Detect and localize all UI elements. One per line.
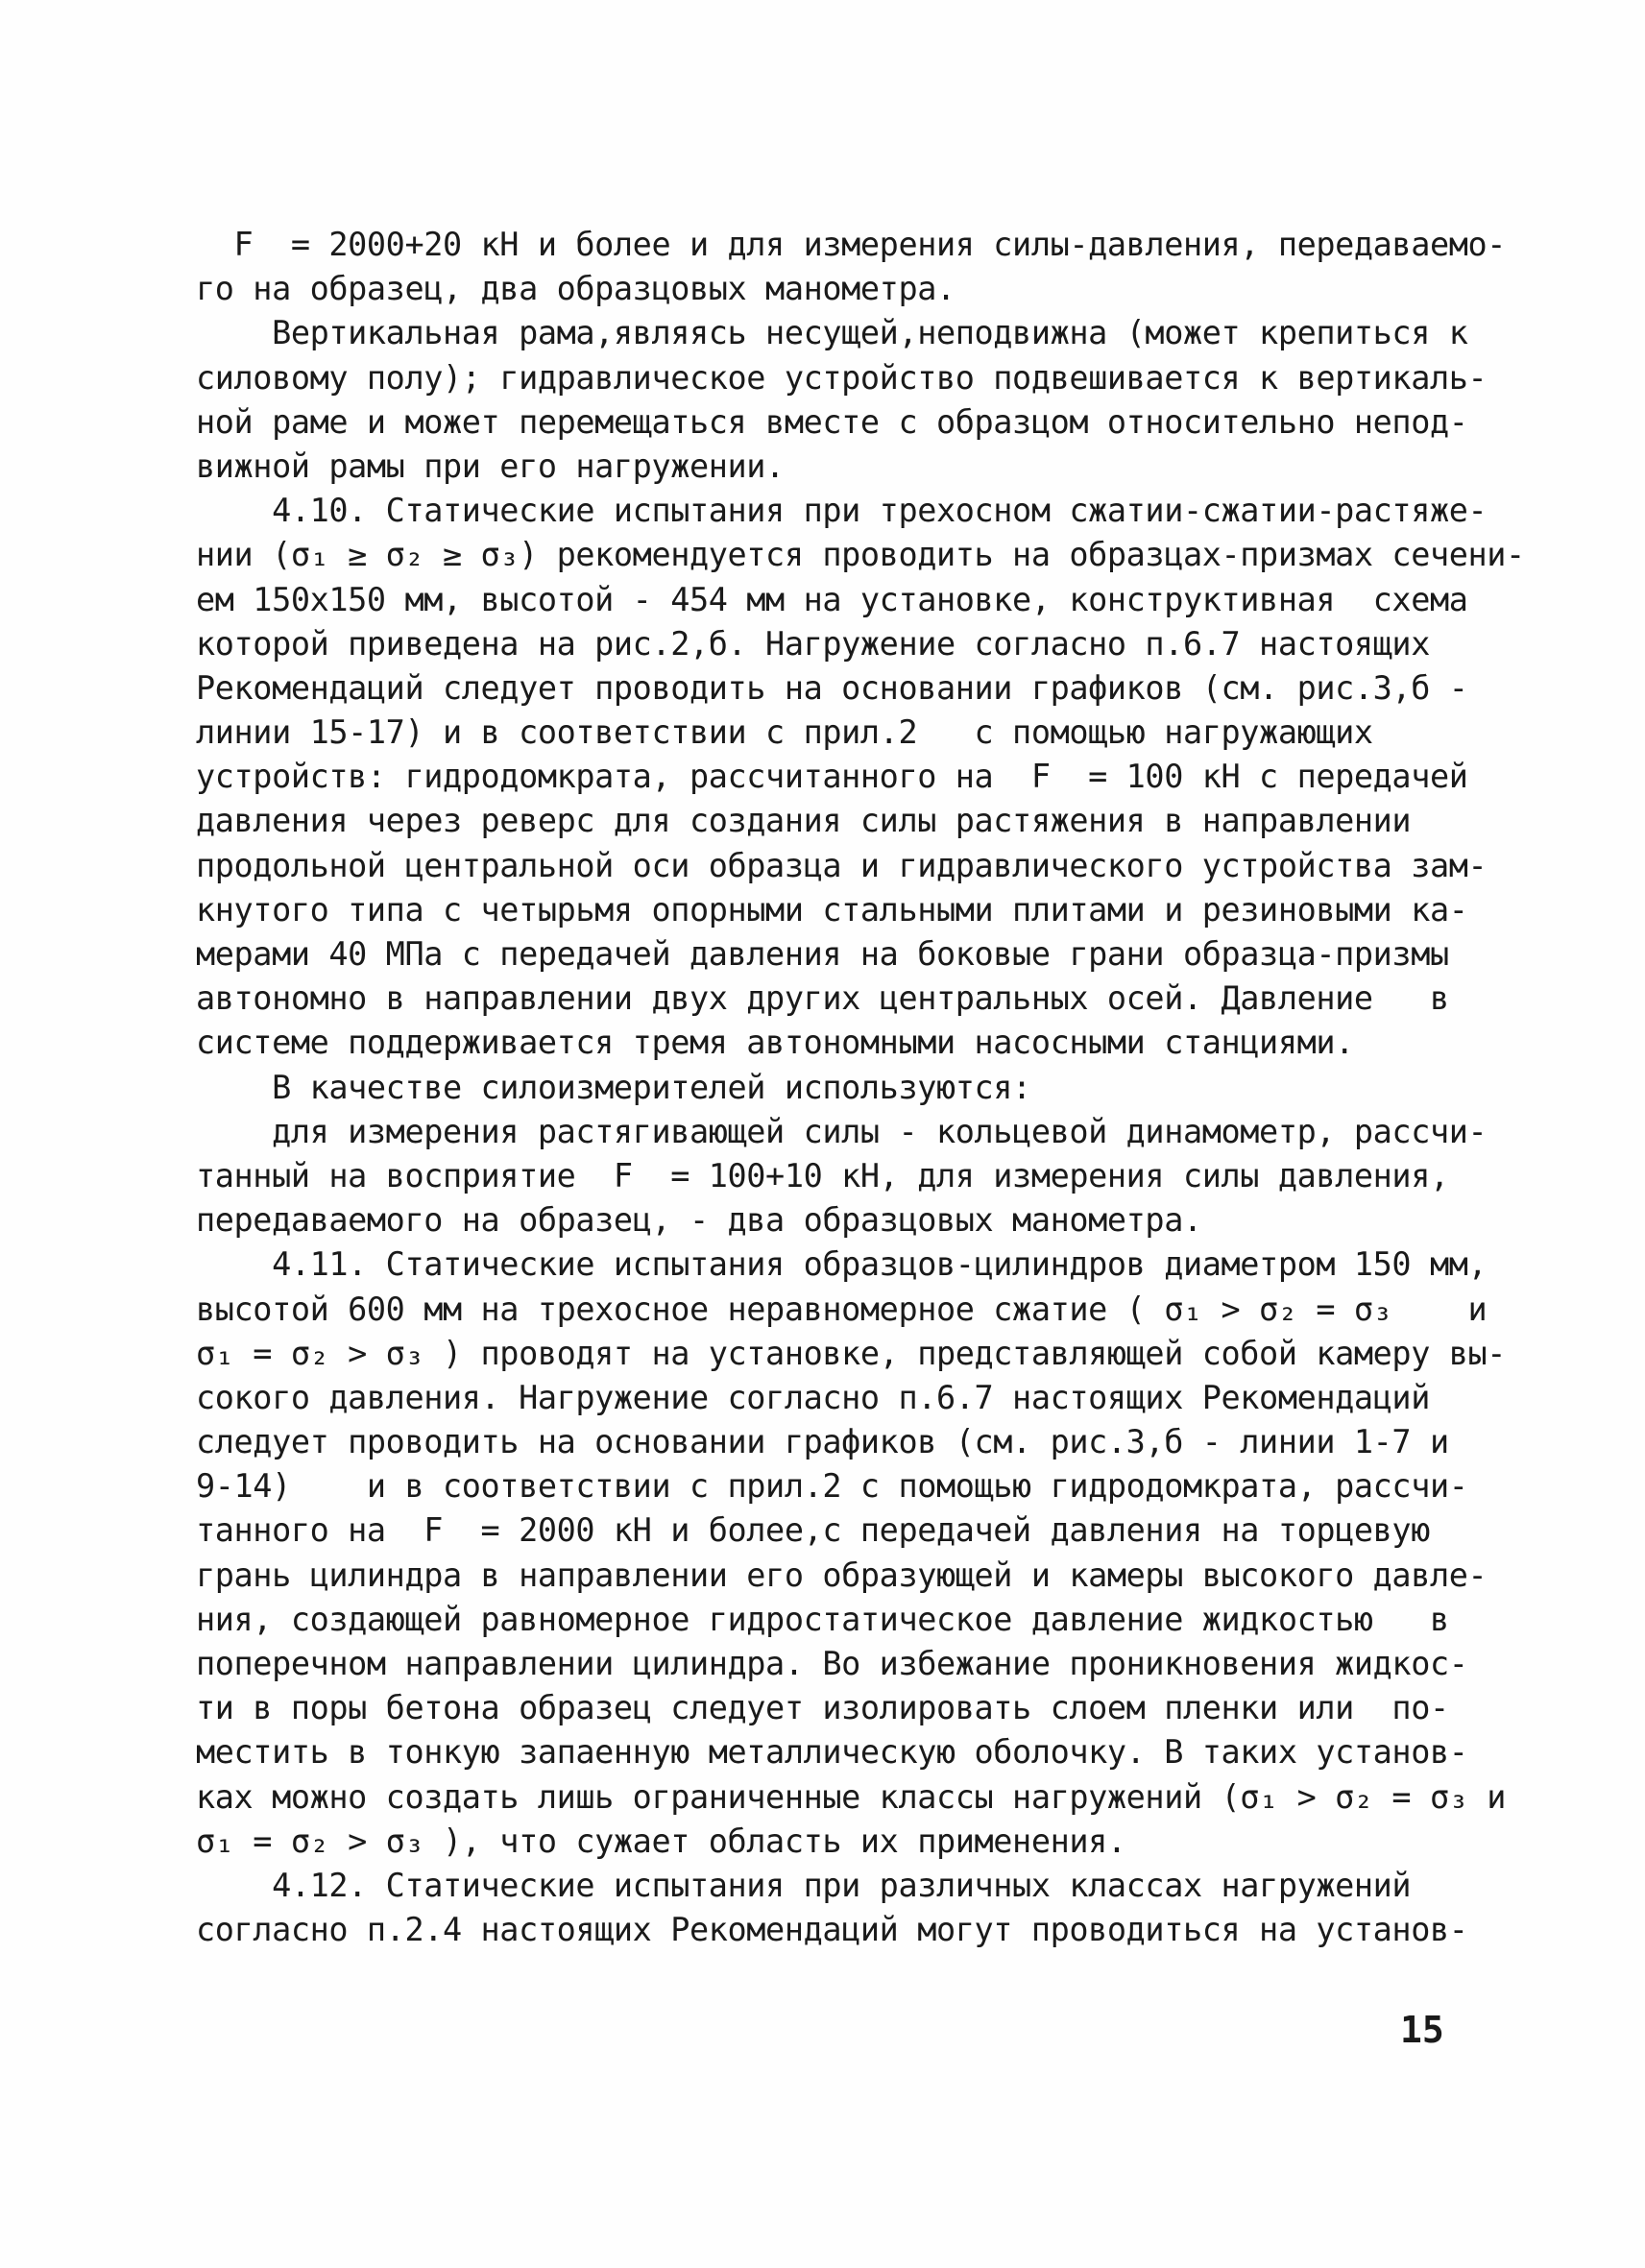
text-line: для измерения растягивающей силы - кольцевой динамометр, рассчи- xyxy=(196,1112,1488,1150)
text-line: 9-14) и в соответствии с прил.2 с помощью гидродомкрата, рассчи- xyxy=(196,1467,1468,1506)
text-line: ем 150х150 мм, высотой - 454 мм на установке, конструктивная схема xyxy=(196,580,1468,618)
text-line: следует проводить на основании графиков (см. рис.3,б - линии 1-7 и xyxy=(196,1423,1449,1461)
text-line: мерами 40 МПа с передачей давления на боковые грани образца-призмы xyxy=(196,935,1449,973)
text-line: продольной центральной оси образца и гидравлического устройства зам- xyxy=(196,846,1488,884)
text-line: ках можно создать лишь ограниченные классы нагружений (σ₁ > σ₂ = σ₃ и xyxy=(196,1777,1507,1816)
text-line: танного на F = 2000 кН и более,с передачей давления на торцевую xyxy=(196,1511,1430,1550)
text-line: передаваемого на образец, - два образцовых манометра. xyxy=(196,1201,1202,1240)
text-line: кнутого типа с четырьмя опорными стальными плитами и резиновыми ка- xyxy=(196,890,1468,929)
text-line: поперечном направлении цилиндра. Во избежание проникновения жидкос- xyxy=(196,1645,1468,1682)
text-line: 4.11. Статические испытания образцов-цилиндров диаметром 150 мм, xyxy=(196,1245,1488,1284)
text-line: согласно п.2.4 настоящих Рекомендаций могут проводиться на установ- xyxy=(196,1911,1468,1949)
text-line: Вертикальная рама,являясь несущей,неподвижна (может крепиться к xyxy=(196,314,1468,352)
body-text xyxy=(196,223,1525,1952)
text-line: σ₁ = σ₂ > σ₃ ), что сужает область их применения. xyxy=(196,1822,1126,1860)
text-line: нии (σ₁ ≥ σ₂ ≥ σ₃) рекомендуется проводить на образцах-призмах сечени- xyxy=(196,536,1525,574)
text-line: ной раме и может перемещаться вместе с образцом относительно непод- xyxy=(196,402,1468,441)
text-line: грань цилиндра в направлении его образующей и камеры высокого давле- xyxy=(196,1556,1488,1594)
text-line: местить в тонкую запаенную металлическую оболочку. В таких установ- xyxy=(196,1733,1468,1772)
text-line: Рекомендаций следует проводить на основании графиков (см. рис.3,б - xyxy=(196,668,1468,707)
text-line: σ₁ = σ₂ > σ₃ ) проводят на установке, представляющей собой камеру вы- xyxy=(196,1334,1507,1372)
text-line: 4.12. Статические испытания при различных классах нагружений xyxy=(196,1866,1412,1904)
text-line: F = 2000+20 кН и более и для измерения силы-давления, передаваемо- xyxy=(196,226,1507,263)
page-number: 15 xyxy=(1400,2009,1444,2051)
text-line: устройств: гидродомкрата, рассчитанного на F = 100 кН с передачей xyxy=(196,758,1468,796)
text-line: вижной рамы при его нагружении. xyxy=(196,446,785,485)
text-line: линии 15-17) и в соответствии с прил.2 с помощью нагружающих xyxy=(196,713,1373,752)
text-line: ти в поры бетона образец следует изолировать слоем пленки или по- xyxy=(196,1689,1449,1727)
text-line: 4.10. Статические испытания при трехосном сжатии-сжатии-растяже- xyxy=(196,492,1488,530)
text-line: сокого давления. Нагружение согласно п.6.7 настоящих Рекомендаций xyxy=(196,1378,1430,1416)
text-line: силовому полу); гидравлическое устройство подвешивается к вертикаль- xyxy=(196,358,1488,397)
text-line: го на образец, два образцовых манометра. xyxy=(196,270,956,308)
text-line: автономно в направлении двух других центральных осей. Давление в xyxy=(196,979,1449,1018)
text-line: танный на восприятие F = 100+10 кН, для измерения силы давления, xyxy=(196,1156,1449,1194)
text-line: давления через реверс для создания силы растяжения в направлении xyxy=(196,802,1412,840)
text-line: В качестве силоизмерителей используются: xyxy=(196,1068,1031,1106)
text-line: которой приведена на рис.2,б. Нагружение согласно п.6.7 настоящих xyxy=(196,624,1430,663)
text-line: ния, создающей равномерное гидростатическое давление жидкостью в xyxy=(196,1600,1449,1638)
text-line: высотой 600 мм на трехосное неравномерное сжатие ( σ₁ > σ₂ = σ₃ и xyxy=(196,1290,1488,1328)
text-line: системе поддерживается тремя автономными насосными станциями. xyxy=(196,1024,1354,1062)
